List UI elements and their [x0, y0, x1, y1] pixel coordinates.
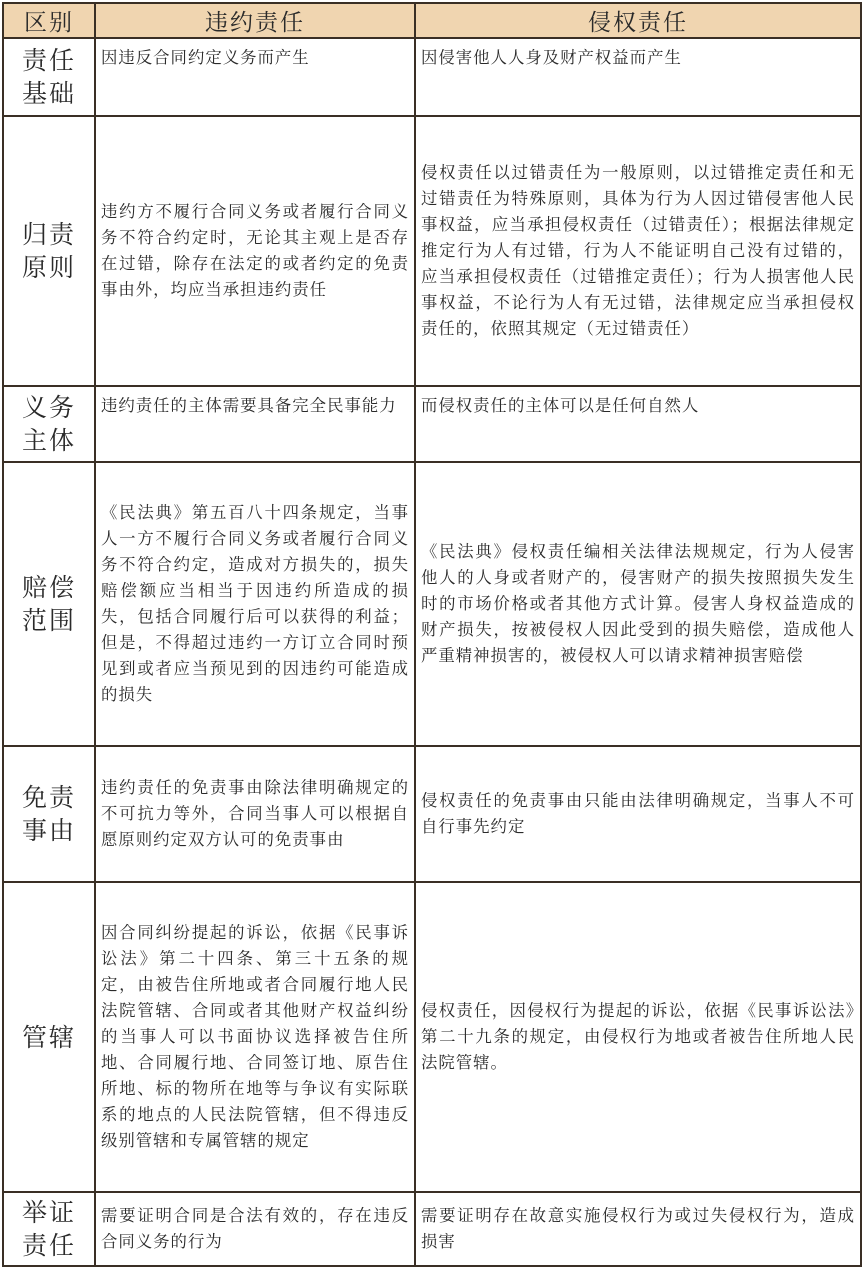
table-row	[3, 882, 861, 1192]
table-row	[3, 1192, 861, 1266]
contract-cell: 违约责任的主体需要具备完全民事能力	[95, 386, 415, 462]
row-label	[3, 882, 95, 1192]
tort-cell: 而侵权责任的主体可以是任何自然人	[415, 386, 861, 462]
row-label	[3, 746, 95, 882]
contract-cell: 需要证明合同是合法有效的，存在违反合同义务的行为	[95, 1192, 415, 1266]
row-label	[3, 38, 95, 116]
tort-cell: 需要证明存在故意实施侵权行为或过失侵权行为，造成损害	[415, 1192, 861, 1266]
row-label-text: 义务 主体	[21, 393, 76, 455]
row-label	[3, 1192, 95, 1266]
row-label-text: 赔偿 范围	[21, 573, 76, 635]
contract-cell: 《民法典》第五百八十四条规定，当事人一方不履行合同义务或者履行合同义务不符合约定，造成对方损失的，损失赔偿额应当相当于因违约所造成的损失，包括合同履行后可以获得的利益；但是，不得超过违约一方订立合同时预见到或者应当预见到的因违约可能造成的损失	[95, 462, 415, 746]
row-label-text: 举证 责任	[21, 1198, 76, 1260]
tort-cell: 侵权责任以过错责任为一般原则，以过错推定责任和无过错责任为特殊原则，具体为行为人因过错侵害他人民事权益，应当承担侵权责任（过错责任）；根据法律规定推定行为人有过错，行为人不能证明自己没有过错的，应当承担侵权责任（过错推定责任）；行为人损害他人民事权益，不论行为人有无过错，法律规定应当承担侵权责任的，依照其规定（无过错责任）	[415, 116, 861, 386]
table-row	[3, 116, 861, 386]
header-distinction: 区别	[3, 3, 95, 38]
contract-cell: 因违反合同约定义务而产生	[95, 38, 415, 116]
row-label	[3, 462, 95, 746]
row-label	[3, 116, 95, 386]
table-row	[3, 746, 861, 882]
tort-cell: 侵权责任的免责事由只能由法律明确规定，当事人不可自行事先约定	[415, 746, 861, 882]
row-label-text: 管辖	[21, 1022, 76, 1052]
tort-cell: 因侵害他人人身及财产权益而产生	[415, 38, 861, 116]
contract-cell: 违约责任的免责事由除法律明确规定的不可抗力等外，合同当事人可以根据自愿原则约定双方认可的免责事由	[95, 746, 415, 882]
table-row	[3, 462, 861, 746]
contract-cell: 因合同纠纷提起的诉讼，依据《民事诉讼法》第二十四条、第三十五条的规定，由被告住所地或者合同履行地人民法院管辖、合同或者其他财产权益纠纷的当事人可以书面协议选择被告住所地、合同履行地、合同签订地、原告住所地、标的物所在地等与争议有实际联系的地点的人民法院管辖，但不得违反级别管辖和专属管辖的规定	[95, 882, 415, 1192]
header-contract-liability: 违约责任	[95, 3, 415, 38]
header-row	[3, 3, 861, 38]
row-label-text: 归责 原则	[21, 220, 76, 282]
row-label	[3, 386, 95, 462]
header-tort-liability: 侵权责任	[415, 3, 861, 38]
comparison-table	[2, 2, 862, 1267]
row-label-text: 责任 基础	[21, 46, 76, 108]
table-row	[3, 386, 861, 462]
tort-cell: 《民法典》侵权责任编相关法律法规规定，行为人侵害他人的人身或者财产的，侵害财产的损失按照损失发生时的市场价格或者其他方式计算。侵害人身权益造成的财产损失，按被侵权人因此受到的损失赔偿，造成他人严重精神损害的，被侵权人可以请求精神损害赔偿	[415, 462, 861, 746]
table-row	[3, 38, 861, 116]
tort-cell: 侵权责任，因侵权行为提起的诉讼，依据《民事诉讼法》第二十九条的规定，由侵权行为地或者被告住所地人民法院管辖。	[415, 882, 861, 1192]
contract-cell: 违约方不履行合同义务或者履行合同义务不符合约定时，无论其主观上是否存在过错，除存在法定的或者约定的免责事由外，均应当承担违约责任	[95, 116, 415, 386]
row-label-text: 免责 事由	[21, 783, 76, 845]
